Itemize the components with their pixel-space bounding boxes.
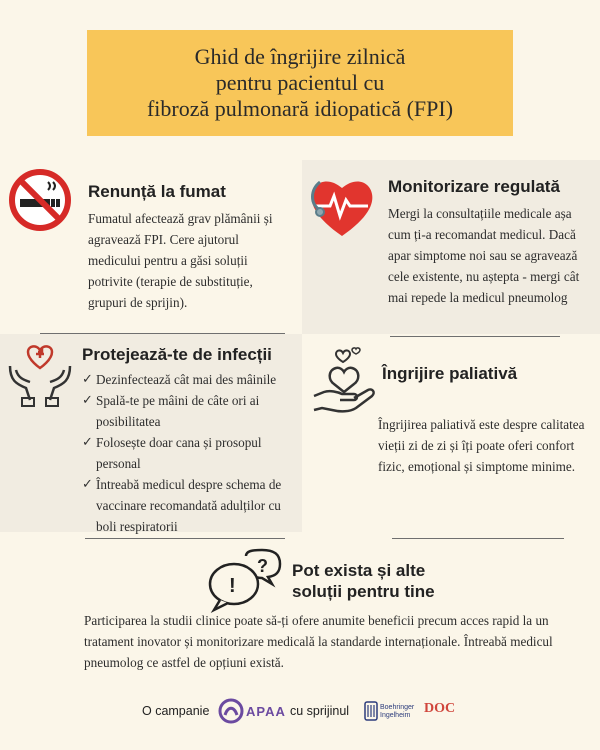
options-heading <box>292 560 435 602</box>
palliative-text: Îngrijirea paliativă este despre calitatea vieții zi de zi și îți poate oferi confort fizic, emoțional și simptome minime. <box>378 417 585 474</box>
heart-monitor-icon <box>306 170 378 242</box>
title-line-2: pentru pacientul cu <box>215 70 385 95</box>
support-label: cu sprijinul <box>290 704 350 718</box>
check-icon: ✓ <box>82 393 93 408</box>
doc-logo: DOC <box>424 701 456 716</box>
title-line-1: Ghid de îngrijire zilnică <box>194 44 406 69</box>
check-icon: ✓ <box>82 372 93 387</box>
palliative-heading: Îngrijire paliativă <box>382 364 518 383</box>
svg-text:!: ! <box>229 575 236 597</box>
title-line-3: fibroză pulmonară idiopatică (FPI) <box>146 96 454 121</box>
divider <box>390 336 560 337</box>
no-smoking-icon <box>8 168 72 232</box>
svg-text:?: ? <box>257 556 268 576</box>
page-title <box>87 30 513 136</box>
infections-heading: Protejează-te de infecții <box>82 345 272 364</box>
divider <box>40 333 285 334</box>
boehringer-logo: Boehringer Ingelheim <box>380 704 415 719</box>
boehringer-logo-icon <box>364 701 378 721</box>
check-icon: ✓ <box>82 435 93 450</box>
divider <box>392 538 564 539</box>
monitoring-text: Mergi la consultațiile medicale așa cum ți-a recomandat medicul. Dacă apar simptome noi sau se agravează cele existente, nu aștepta - mergi cât mai repede la medicul pneumolog <box>388 206 580 305</box>
hands-protect-heart-icon <box>6 340 74 408</box>
list-item: ✓ Întreabă medicul despre schema de vaccinare recomandată adulților cu boli respiratorii <box>82 474 294 537</box>
hand-holding-heart-icon <box>310 344 378 416</box>
options-heading-line-2: soluții pentru tine <box>292 582 435 601</box>
list-item: ✓ Spală-te pe mâini de câte ori ai posibilitatea <box>82 390 294 432</box>
campaign-label: O campanie <box>142 704 210 718</box>
monitoring-heading: Monitorizare regulată <box>388 177 560 196</box>
options-heading-line-1: Pot exista și alte <box>292 561 426 580</box>
apaa-logo-icon <box>218 698 244 724</box>
speech-bubbles-icon <box>206 548 284 614</box>
list-item: ✓ Folosește doar cana și prosopul personal <box>82 432 294 474</box>
apaa-logo: APAA <box>246 704 286 719</box>
list-item: ✓ Dezinfectează cât mai des mâinile <box>82 369 294 390</box>
divider <box>85 538 285 539</box>
smoking-text: Fumatul afectează grav plămânii și agravează FPI. Cere ajutorul medicului pentru a găsi soluții potrivite (terapie de substituție, grupuri de sprijin). <box>88 211 273 310</box>
options-text: Participarea la studii clinice poate să-ți ofere anumite beneficii precum acces rapid la un tratament inovator și monitorizare medicală la standarde internaționale. Întreabă medicul pneumolog ce astfel de opțiuni există. <box>84 613 553 670</box>
check-icon: ✓ <box>82 477 93 492</box>
smoking-heading: Renunță la fumat <box>88 182 226 201</box>
infections-list <box>82 369 294 537</box>
